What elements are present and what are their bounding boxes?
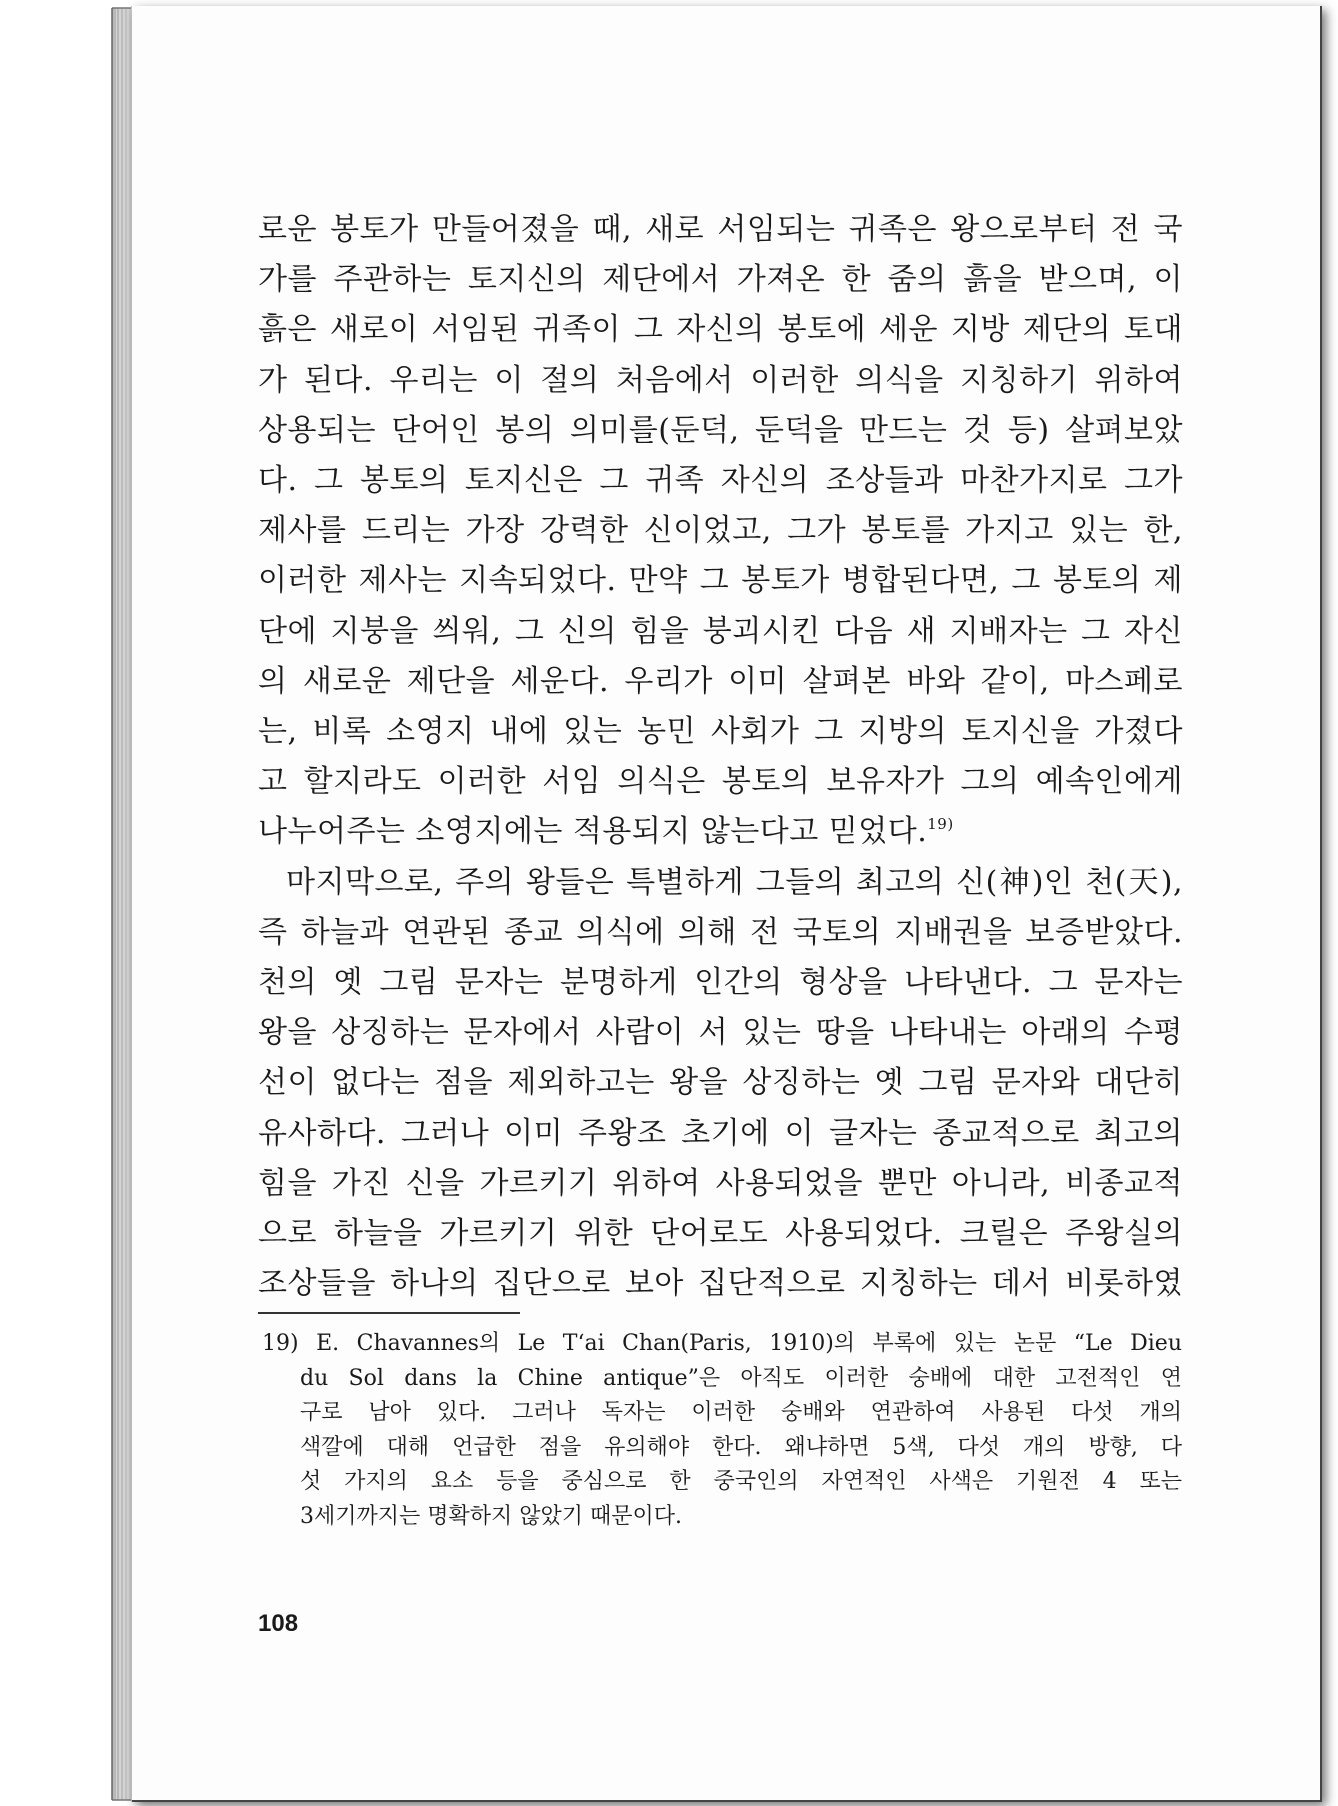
body-line: 제사를 드리는 가장 강력한 신이었고, 그가 봉토를 가지고 있는 한, bbox=[258, 513, 1183, 549]
paragraph-line: 유사하다. 그러나 이미 주왕조 초기에 이 글자는 종교적으로 최고의 bbox=[258, 1115, 1183, 1151]
footnote-reference[interactable]: 19) bbox=[927, 815, 954, 834]
footnote bbox=[262, 1327, 1182, 1535]
footnote-text: E. Chavannes의 Le T‘ai Chan(Paris, 1910)의 부록에 있는 논문 “Le Dieu bbox=[316, 1331, 1182, 1356]
page-number: 108 bbox=[258, 1610, 299, 1637]
body-line: 고 할지라도 이러한 서임 의식은 봉토의 보유자가 그의 예속인에게 bbox=[258, 764, 1183, 800]
body-line: 이러한 제사는 지속되었다. 만약 그 봉토가 병합된다면, 그 봉토의 제 bbox=[258, 563, 1183, 599]
paragraph-line: 왕을 상징하는 문자에서 사람이 서 있는 땅을 나타내는 아래의 수평 bbox=[258, 1015, 1183, 1051]
footnote-line: 색깔에 대해 언급한 점을 유의해야 한다. 왜냐하면 5색, 다섯 개의 방향, 다 bbox=[300, 1434, 1182, 1460]
footnote-line: 3세기까지는 명확하지 않았기 때문이다. bbox=[300, 1503, 683, 1529]
footnote-line: 섯 가지의 요소 등을 중심으로 한 중국인의 자연적인 사색은 기원전 4 또는 bbox=[300, 1469, 1182, 1495]
body-line: 의 새로운 제단을 세운다. 우리가 이미 살펴본 바와 같이, 마스페로 bbox=[258, 663, 1183, 699]
paragraph-line: 조상들을 하나의 집단으로 보아 집단적으로 지칭하는 데서 비롯하였 bbox=[258, 1266, 1183, 1302]
body-line: 가를 주관하는 토지신의 제단에서 가져온 한 줌의 흙을 받으며, 이 bbox=[258, 262, 1183, 298]
body-line: 단에 지붕을 씌워, 그 신의 힘을 붕괴시킨 다음 새 지배자는 그 자신 bbox=[258, 613, 1183, 649]
footnote-line: du Sol dans la Chine antique”은 아직도 이러한 숭배에 대한 고전적인 연 bbox=[300, 1365, 1182, 1391]
book-page-edges bbox=[0, 0, 150, 1806]
body-line: 다. 그 봉토의 토지신은 그 귀족 자신의 조상들과 마찬가지로 그가 bbox=[258, 463, 1183, 499]
footnote-number: 19) bbox=[262, 1331, 299, 1356]
footnote-line bbox=[262, 1327, 1182, 1362]
body-line: 는, 비록 소영지 내에 있는 농민 사회가 그 지방의 토지신을 가졌다 bbox=[258, 714, 1183, 750]
paragraph-line: 선이 없다는 점을 제외하고는 왕을 상징하는 옛 그림 문자와 대단히 bbox=[258, 1065, 1183, 1101]
body-text bbox=[258, 205, 1183, 1309]
body-line: 가 된다. 우리는 이 절의 처음에서 이러한 의식을 지칭하기 위하여 bbox=[258, 362, 1183, 398]
footnote-line: 구로 남아 있다. 그러나 독자는 이러한 숭배와 연관하여 사용된 다섯 개의 bbox=[300, 1400, 1182, 1426]
body-line: 흙은 새로이 서임된 귀족이 그 자신의 봉토에 세운 지방 제단의 토대 bbox=[258, 312, 1183, 348]
footnote-separator bbox=[258, 1312, 520, 1314]
paragraph-line: 즉 하늘과 연관된 종교 의식에 의해 전 국토의 지배권을 보증받았다. bbox=[258, 914, 1183, 950]
body-line: 로운 봉토가 만들어졌을 때, 새로 서임되는 귀족은 왕으로부터 전 국 bbox=[258, 212, 1183, 247]
paragraph-line: 힘을 가진 신을 가르키기 위하여 사용되었을 뿐만 아니라, 비종교적 bbox=[258, 1165, 1183, 1201]
paragraph-line: 마지막으로, 주의 왕들은 특별하게 그들의 최고의 신(神)인 천(天), bbox=[286, 864, 1183, 900]
paragraph-line: 천의 옛 그림 문자는 분명하게 인간의 형상을 나타낸다. 그 문자는 bbox=[258, 965, 1183, 1001]
paragraph-line: 으로 하늘을 가르키기 위한 단어로도 사용되었다. 크릴은 주왕실의 bbox=[258, 1216, 1183, 1252]
body-last-line-text: 나누어주는 소영지에는 적용되지 않는다고 믿었다. bbox=[258, 814, 928, 850]
body-line: 상용되는 단어인 봉의 의미를(둔덕, 둔덕을 만드는 것 등) 살펴보았 bbox=[258, 412, 1183, 448]
body-last-line bbox=[258, 807, 1183, 857]
